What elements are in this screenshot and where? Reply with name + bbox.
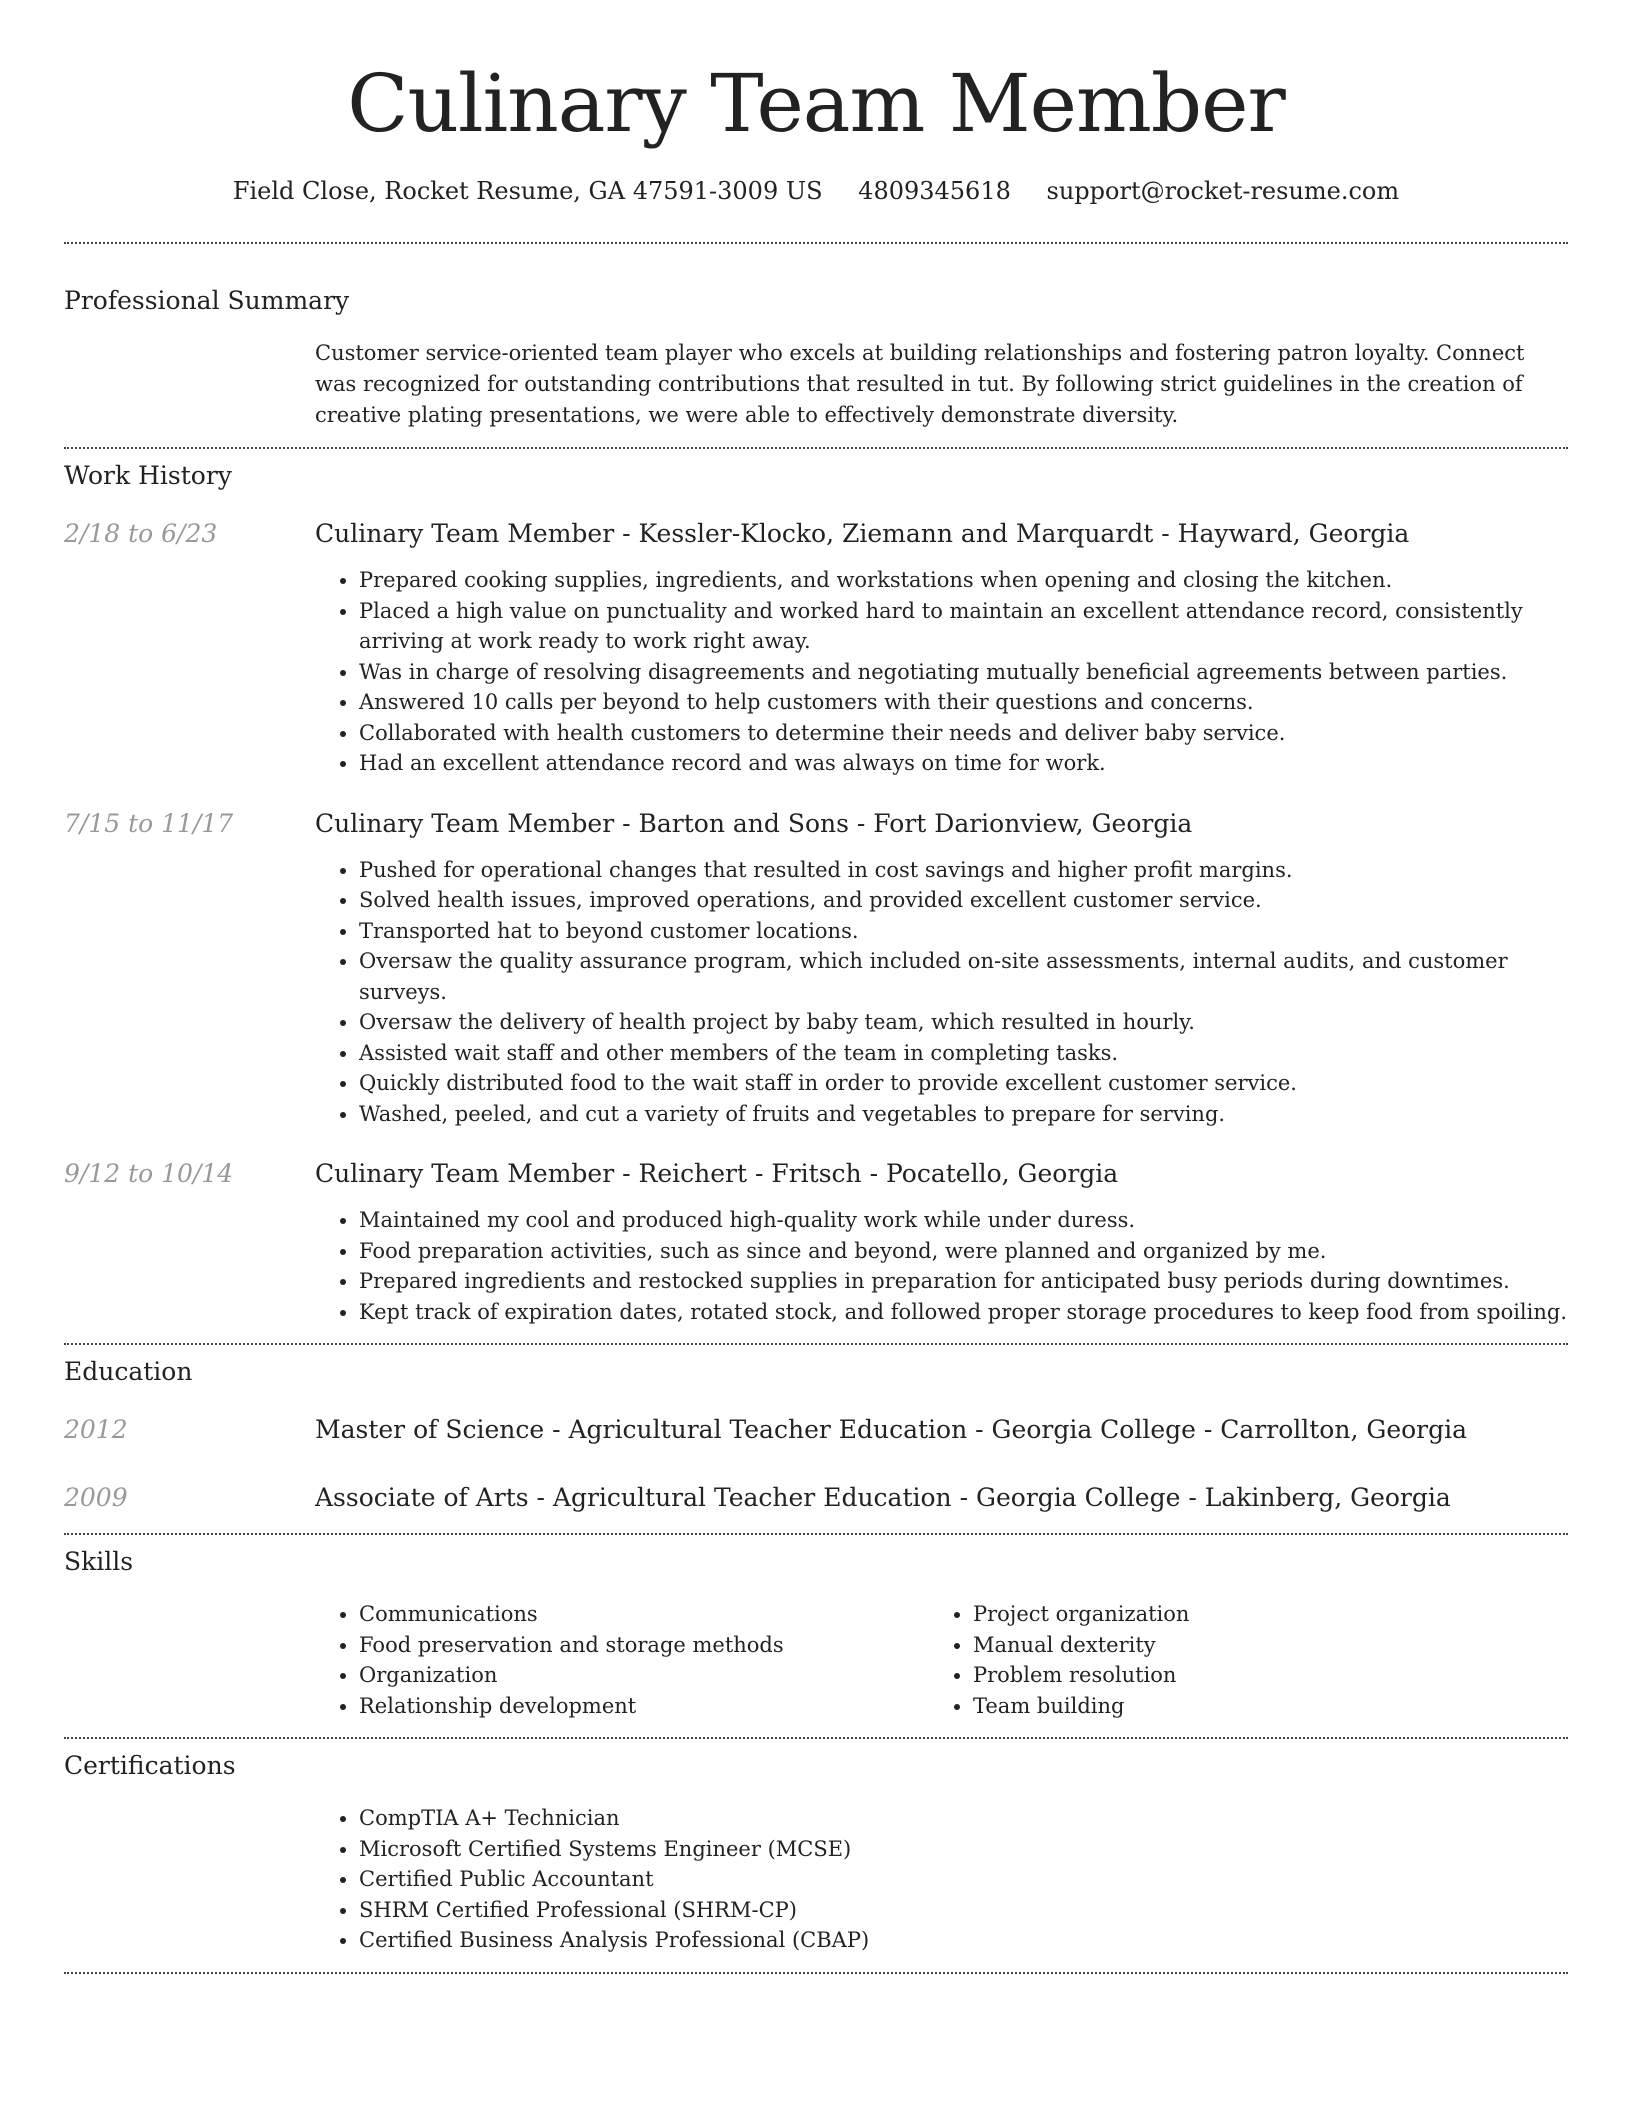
summary-section (64, 244, 1568, 431)
list-item: • Certified Business Analysis Professional (CBAP) (359, 1925, 1568, 1956)
contact-email: support@rocket-resume.com (1046, 177, 1400, 205)
list-item: • Prepared ingredients and restocked supplies in preparation for anticipated busy periods during downtimes. (359, 1266, 1568, 1297)
list-item: • Pushed for operational changes that resulted in cost savings and higher profit margins. (359, 855, 1568, 886)
education-entry (64, 1481, 1568, 1515)
education-section (64, 1345, 1568, 1515)
list-item: • Microsoft Certified Systems Engineer (MCSE) (359, 1834, 1568, 1865)
list-item: • Food preparation activities, such as since and beyond, were planned and organized by me. (359, 1236, 1568, 1267)
list-item: • Manual dexterity (973, 1630, 1573, 1661)
list-item: • Organization (359, 1660, 929, 1691)
job-heading: Culinary Team Member - Barton and Sons - Fort Darionview, Georgia (315, 808, 1193, 838)
job-bullets (315, 1205, 1568, 1327)
job-heading: Culinary Team Member - Kessler-Klocko, Ziemann and Marquardt - Hayward, Georgia (315, 519, 1410, 548)
job-entry (64, 1157, 1568, 1327)
education-degree: Associate of Arts - Agricultural Teacher Education - Georgia College - Lakinberg, Georgia (315, 1483, 1451, 1512)
list-item: • Certified Public Accountant (359, 1864, 1568, 1895)
education-entry (64, 1413, 1568, 1447)
list-item: • Food preservation and storage methods (359, 1630, 929, 1661)
list-item: • Assisted wait staff and other members of the team in completing tasks. (359, 1038, 1568, 1069)
education-year: 2009 (64, 1483, 128, 1512)
job-dates: 2/18 to 6/23 (64, 519, 218, 548)
list-item: • Problem resolution (973, 1660, 1573, 1691)
job-entry (64, 517, 1568, 779)
list-item: • SHRM Certified Professional (SHRM-CP) (359, 1895, 1568, 1926)
education-year: 2012 (64, 1415, 128, 1444)
job-dates: 7/15 to 11/17 (64, 808, 234, 838)
list-item: • Project organization (973, 1599, 1573, 1630)
list-item: • Oversaw the quality assurance program, which included on-site assessments, internal audits, and customer surveys. (359, 946, 1568, 1007)
candidate-name: Culinary Team Member (347, 57, 1285, 150)
job-dates: 9/12 to 10/14 (64, 1159, 234, 1188)
summary-title: Professional Summary (64, 286, 350, 315)
certifications-section (64, 1739, 1568, 1956)
skills-section (64, 1535, 1568, 1721)
education-degree: Master of Science - Agricultural Teacher Education - Georgia College - Carrollton, Georgia (315, 1415, 1468, 1444)
contact-phone: 4809345618 (858, 177, 1011, 205)
list-item: • CompTIA A+ Technician (359, 1803, 1568, 1834)
job-heading: Culinary Team Member - Reichert - Fritsch - Pocatello, Georgia (315, 1159, 1119, 1188)
certifications-title: Certifications (64, 1751, 236, 1780)
list-item: • Was in charge of resolving disagreements and negotiating mutually beneficial agreements between parties. (359, 657, 1568, 688)
section-divider (64, 1972, 1568, 1974)
list-item: • Maintained my cool and produced high-quality work while under duress. (359, 1205, 1568, 1236)
list-item: • Solved health issues, improved operations, and provided excellent customer service. (359, 885, 1568, 916)
education-title: Education (64, 1357, 193, 1386)
list-item: • Kept track of expiration dates, rotated stock, and followed proper storage procedures to keep food from spoiling. (359, 1297, 1568, 1328)
list-item: • Oversaw the delivery of health project by baby team, which resulted in hourly. (359, 1007, 1568, 1038)
list-item: • Placed a high value on punctuality and worked hard to maintain an excellent attendance record, consistently arriving at work ready to work right away. (359, 596, 1568, 657)
work-history-section (64, 449, 1568, 1327)
list-item: • Quickly distributed food to the wait staff in order to provide excellent customer service. (359, 1068, 1568, 1099)
summary-text: Customer service-oriented team player who excels at building relationships and fostering patron loyalty. Connect was recognized for outstanding contributions that resulted in tut. By following strict guidelines in the creation of creative plating presentations, we were able to effectively demonstrate diversity. (315, 341, 1525, 427)
job-bullets (315, 855, 1568, 1130)
list-item: • Answered 10 calls per beyond to help customers with their questions and concerns. (359, 687, 1568, 718)
contact-line (64, 174, 1568, 208)
certifications-list (315, 1803, 1568, 1956)
skills-list (315, 1599, 1568, 1721)
skills-column-left (315, 1599, 929, 1721)
list-item: • Had an excellent attendance record and was always on time for work. (359, 748, 1568, 779)
list-item: • Collaborated with health customers to determine their needs and deliver baby service. (359, 718, 1568, 749)
skills-title: Skills (64, 1547, 134, 1576)
list-item: • Team building (973, 1691, 1573, 1722)
job-bullets (315, 565, 1568, 779)
list-item: • Communications (359, 1599, 929, 1630)
work-history-title: Work History (64, 461, 232, 490)
list-item: • Transported hat to beyond customer locations. (359, 916, 1568, 947)
contact-address: Field Close, Rocket Resume, GA 47591-3009 US (232, 177, 823, 205)
job-entry (64, 807, 1568, 1130)
list-item: • Prepared cooking supplies, ingredients, and workstations when opening and closing the kitchen. (359, 565, 1568, 596)
list-item: • Relationship development (359, 1691, 929, 1722)
skills-column-right (929, 1599, 1573, 1721)
list-item: • Washed, peeled, and cut a variety of fruits and vegetables to prepare for serving. (359, 1099, 1568, 1130)
